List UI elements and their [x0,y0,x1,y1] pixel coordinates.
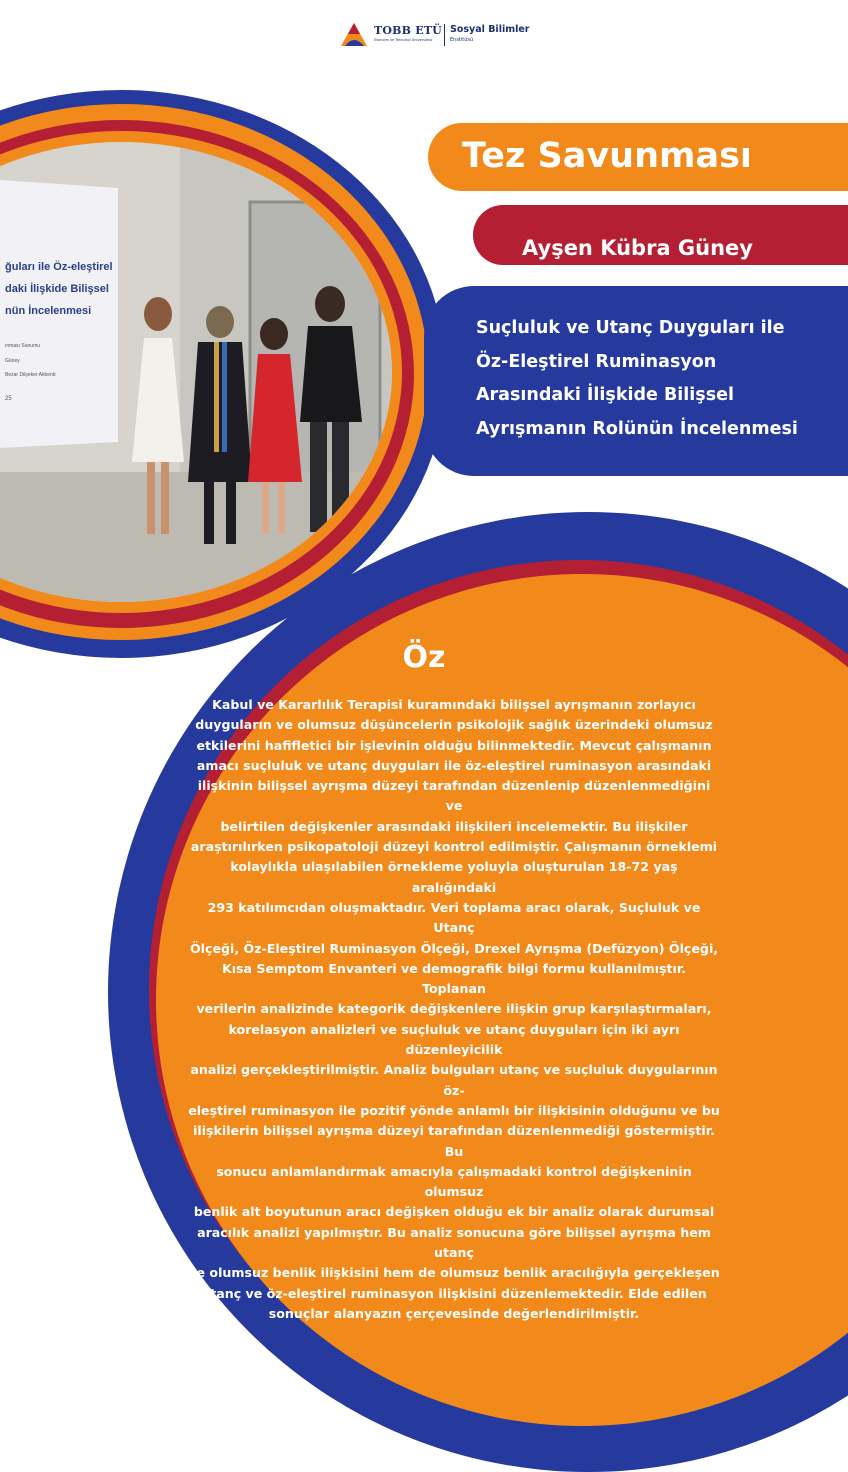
abstract-line: belirtilen değişkenler arasındaki ilişkileri incelemektir. Bu ilişkiler [220,818,688,834]
abstract-line: duyguların ve olumsuz düşüncelerin psikolojik sağlık üzerindeki olumsuz [195,717,713,733]
abstract-line: kolaylıkla ulaşılabilen örnekleme yoluyla oluşturulan 18-72 yaş aralığındaki [230,859,678,895]
abstract-line: sonuçlar alanyazın çerçevesinde değerlendirilmiştir. [268,1305,640,1321]
abstract-line: utanç ve öz-eleştirel ruminasyon ilişkisini düzenlemektedir. Elde edilen [201,1285,707,1301]
logo-subtitle: Ekonomi ve Teknoloji Üniversitesi [374,38,433,42]
abstract-line: eleştirel ruminasyon ile pozitif yönde anlamlı bir ilişkisinin olduğunu ve bu [188,1102,720,1118]
institution-logo [340,22,530,50]
abstract-line: analizi gerçekleştirilmiştir. Analiz bulguları utanç ve suçluluk duygularının öz- [190,1062,718,1098]
slide-small-3: Bezar Dilşeker Akbentt [5,372,56,378]
abstract-heading: Öz [402,640,446,675]
thesis-title [476,312,848,446]
abstract-line: ilişkilerin bilişsel ayrışma düzeyi tarafından düzenlenmediği göstermiştir. Bu [193,1123,715,1159]
abstract-line: sonucu anlamlandırmak amacıyla çalışmadaki kontrol değişkeninin olumsuz [216,1163,692,1200]
thesis-title-line: Suçluluk ve Utanç Duyguları ile [476,318,785,338]
tobb-etu-logo-icon [340,22,368,48]
abstract-body [188,695,720,1324]
abstract-line: amacı suçluluk ve utanç duyguları ile öz-eleştirel ruminasyon arasındaki [196,757,712,773]
slide-line-1: ğuları ile Öz-eleştirel [5,261,113,273]
abstract-line: ilişkinin bilişsel ayrışma düzeyi tarafından düzenlenip düzenlenmediğini ve [197,778,711,814]
abstract-line: Ölçeği, Öz-Eleştirel Ruminasyon Ölçeği, Drexel Ayrışma (Defüzyon) Ölçeği, [189,940,719,956]
slide-line-2: daki İlişkide Bilişsel [5,283,109,295]
slide-small-2: Güney [5,358,20,364]
abstract-line: araştırılırken psikopatoloji düzeyi kontrol edilmiştir. Çalışmanın örneklemi [190,839,718,855]
abstract-line: korelasyon analizleri ve suçluluk ve utanç duyguları için iki ayrı düzenleyicilik [228,1021,680,1058]
thesis-title-line: Öz-Eleştirel Ruminasyon [476,351,717,372]
logo-name: TOBB ETÜ [374,24,442,37]
slide-small-1: ınması Sunumu [5,343,41,349]
abstract-line: aracılık analizi yapılmıştır. Bu analiz sonucuna göre bilişsel ayrışma hem utanç [197,1224,711,1261]
abstract-line: Kabul ve Kararlılık Terapisi kuramındaki bilişsel ayrışmanın zorlayıcı [212,697,696,712]
abstract-line: etkilerini hafifletici bir işlevinin olduğu bilinmektedir. Mevcut çalışmanın [196,737,712,753]
abstract-line: verilerin analizinde kategorik değişkenlere ilişkin grup karşılaştırmaları, [196,1001,712,1017]
logo-institute-sub: Enstitüsü [450,37,474,43]
thesis-title-line: Arasındaki İlişkide Bilişsel [476,385,735,405]
logo-institute: Sosyal Bilimler [450,24,530,35]
thesis-title-line: Ayrışmanın Rolünün İncelenmesi [476,418,798,439]
abstract-line: ve olumsuz benlik ilişkisini hem de olumsuz benlik aracılığıyla gerçekleşen [188,1265,720,1281]
logo-divider [444,24,445,46]
author-name: Ayşen Kübra Güney [522,236,753,260]
abstract-line: benlik alt boyutunun aracı değişken olduğu ek bir analiz olarak durumsal [193,1204,715,1220]
page-title: Tez Savunması [462,136,752,176]
slide-small-4: 25 [5,396,12,402]
abstract-line: 293 katılımcıdan oluşmaktadır. Veri toplama aracı olarak, Suçluluk ve Utanç [207,899,701,936]
abstract-line: Kısa Semptom Envanteri ve demografik bilgi formu kullanılmıştır. Toplanan [221,960,687,997]
slide-line-3: nün İncelenmesi [5,305,92,317]
